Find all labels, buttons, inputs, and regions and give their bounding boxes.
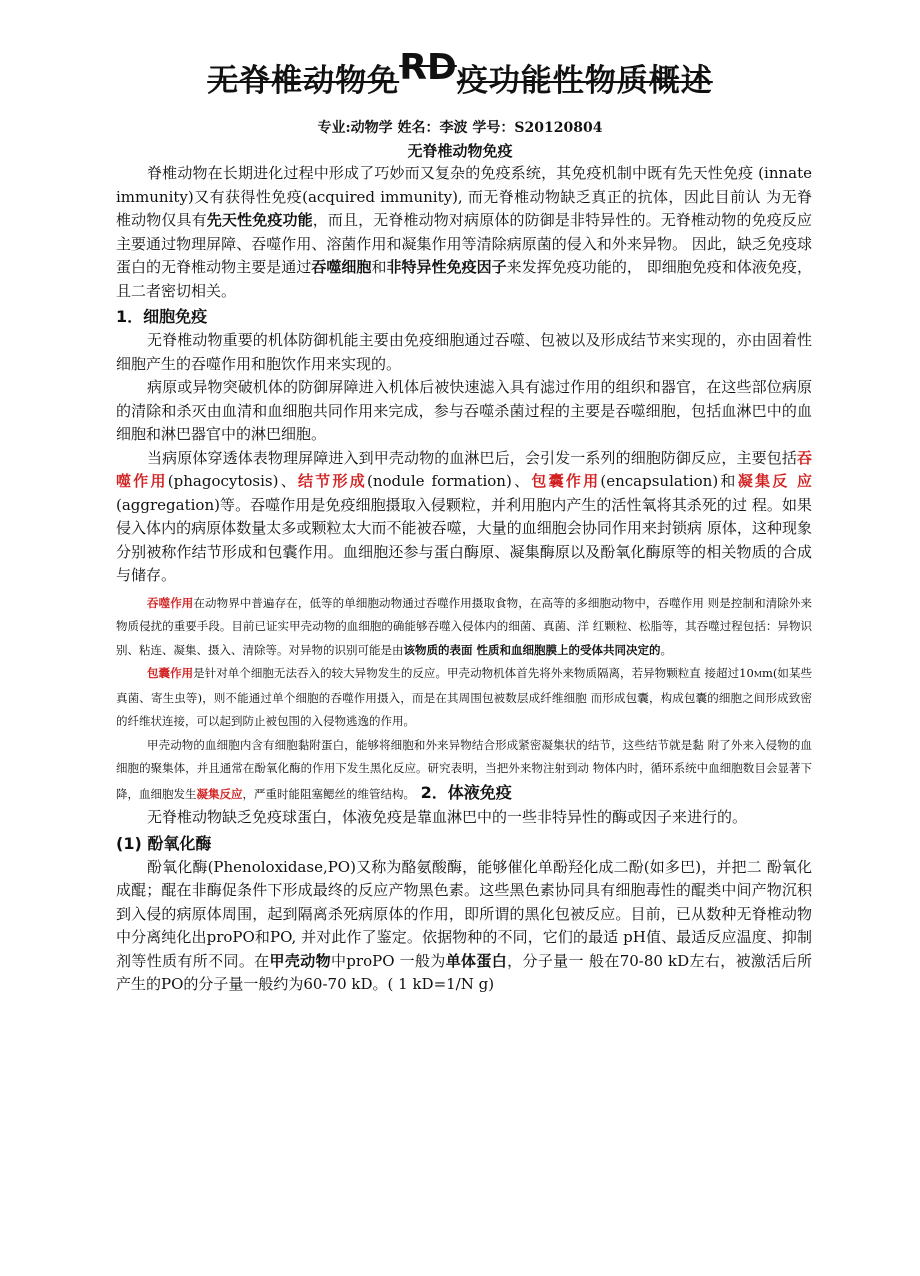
highlight-nodule-formation: 结节形成 bbox=[297, 472, 368, 490]
cellular-paragraph-3 bbox=[116, 447, 812, 588]
title-prefix: 无脊椎动物免 bbox=[207, 63, 400, 99]
highlight-aggregation-note: 凝集反应 bbox=[196, 786, 243, 801]
cellular-paragraph-1: 无脊椎动物重要的机体防御机能主要由免疫细胞通过吞噬、包被以及形成结节来实现的，亦由固着性细胞产生的吞噬作用和胞饮作用来实现的。 bbox=[116, 331, 812, 373]
intro-paragraph bbox=[116, 162, 812, 303]
emphasis-monomer-protein: 单体蛋白 bbox=[445, 951, 508, 970]
text-run: 。 bbox=[660, 642, 673, 657]
text-run: 甲壳动物的血细胞内含有细胞黏附蛋白，能够将细胞和外来异物结合形成紧密凝集状的结节，这些结节就是黏 附了外来入侵物的血细胞的聚集体，并且通常在酚氧化酶的作用下发生黑化反应。研究表明，当把外来物注射到动 物体内时，循环系统中血细胞数目会显著下降，血细胞发生 bbox=[116, 737, 812, 801]
text-run: 脊椎动物在长期进化过程中形成了巧妙而又复杂的免疫系统，其免疫机制中既有先天性免疫 (innate immunity)又有获得性免疫(acquired immunity), 而无脊椎动物缺乏真正的抗体，因此目前认 为无脊椎动物仅具有 bbox=[116, 164, 812, 229]
author-info: 专业:动物学 姓名：李波 学号：S20120804 bbox=[317, 120, 603, 136]
highlight-encapsulation-note: 包囊作用 bbox=[147, 666, 194, 680]
text-run: (phagocytosis)、 bbox=[167, 472, 298, 490]
emphasis-surface-receptor: 该物质的表面 性质和血细胞膜上的受体共同决定的 bbox=[403, 642, 661, 657]
text-run: (aggregation)等。吞噬作用是免疫细胞摄取入侵颗粒，并利用胞内产生的活性氧将其杀死的过 程。如果侵入体内的病原体数量太多或颗粒太大而不能被吞噬，大量的血细胞会协同作用来封锁病 原体，这种现象分别被称作结节形成和包囊作用。血细胞还参与蛋白酶原、凝集酶原以及酚氧化酶原等的相关物质的合成与储存。 bbox=[116, 495, 812, 584]
highlight-phagocytosis-note: 吞噬作用 bbox=[147, 595, 194, 610]
cellular-paragraph-2: 病原或异物突破机体的防御屏障进入机体后被快速滤入具有滤过作用的组织和器官，在这些部位病原的清除和杀灭由血清和血细胞共同作用来完成，参与吞噬杀菌过程的主要是吞噬细胞，包括血淋巴中的血细胞和淋巴器官中的淋巴细胞。 bbox=[116, 378, 812, 443]
text-run: (nodule formation)、 bbox=[367, 472, 532, 490]
emphasis-phagocyte: 吞噬细胞 bbox=[311, 258, 372, 276]
heading-humoral-immunity: 2．体液免疫 bbox=[415, 782, 512, 802]
emphasis-crustacean: 甲壳动物 bbox=[269, 951, 331, 970]
text-run: (encapsulation)和 bbox=[600, 472, 738, 490]
text-run: m(如某些真菌、寄生虫等)，则不能通过单个细胞的吞噬作用摄入，而是在其周围包被数层成纤维细胞 而形成包囊，构成包囊的细胞之间形成致密的纤维状连接，可以起到防止被包围的入侵物逃逸的作用。 bbox=[116, 666, 812, 728]
title-overlay-mark: RD bbox=[399, 47, 457, 88]
note-aggregation bbox=[116, 734, 812, 807]
text-run: 和 bbox=[371, 258, 387, 276]
document-body bbox=[116, 162, 812, 997]
text-run: ，严重时能阻塞鳃丝的维管结构。 bbox=[242, 786, 415, 801]
emphasis-innate-immunity: 先天性免疫功能 bbox=[206, 211, 313, 229]
text-run: 是针对单个细胞无法吞入的较大异物发生的反应。甲壳动物机体首先将外来物质隔离，若异物颗粒直 接超过10 bbox=[193, 666, 754, 680]
micro-unit-mark: M bbox=[753, 670, 762, 679]
section-subtitle: 无脊椎动物免疫 bbox=[407, 142, 513, 160]
heading-phenoloxidase: (1) 酚氧化酶 bbox=[116, 833, 212, 853]
highlight-encapsulation: 包囊作用 bbox=[531, 472, 601, 490]
text-run: 在动物界中普遍存在，低等的单细胞动物通过吞噬作用摄取食物，在高等的多细胞动物中，吞噬作用 则是控制和清除外来物质侵扰的重要手段。目前已证实甲壳动物的血细胞的确能够吞噬入侵体内的细菌、真菌、洋 红颗粒、松脂等，其吞噬过程包括：异物识别、粘连、凝集、摄入、清除等。对异物的识别可能是由 bbox=[116, 595, 813, 657]
text-run: ，而且，无脊椎动物对病原体的防御是非特异性的。无脊椎动物的免疫反应主要通过物理屏障、吞噬作用、溶菌作用和凝集作用等清除病原菌的侵入和外来异物。 因此，缺乏免疫球蛋白的无脊椎动物主要是通过 bbox=[116, 211, 812, 276]
title-suffix: 疫功能性物质概述 bbox=[456, 63, 713, 99]
highlight-aggregation: 凝集反 应 bbox=[737, 472, 812, 490]
document-title bbox=[0, 47, 920, 101]
emphasis-nonspecific-factor: 非特异性免疫因子 bbox=[386, 258, 507, 276]
note-phagocytosis bbox=[116, 592, 812, 663]
heading-cellular-immunity: 1．细胞免疫 bbox=[116, 307, 208, 326]
text-run: 来发挥免疫功能的， 即细胞免疫和体液免疫，且二者密切相关。 bbox=[116, 258, 812, 300]
note-encapsulation bbox=[116, 662, 812, 734]
humoral-paragraph-1: 无脊椎动物缺乏免疫球蛋白，体液免疫是靠血淋巴中的一些非特异性的酶或因子来进行的。 bbox=[147, 808, 748, 826]
text-run: ，分子量一 般在70-80 kD左右，被激活后所产生的PO的分子量一般约为60-70 kD。( 1 kD=1/N g) bbox=[116, 951, 812, 993]
phenoloxidase-paragraph bbox=[116, 856, 812, 997]
highlight-phagocytosis: 吞噬作用 bbox=[116, 448, 812, 490]
text-run: 酚氧化酶(Phenoloxidase,PO)又称为酪氨酸酶，能够催化单酚羟化成二酚(如多巴)，并把二 酚氧化成醌；醌在非酶促条件下形成最终的反应产物黑色素。这些黑色素协同具有细胞毒性的醌类中间产物沉积到入侵的病原体周围，起到隔离杀死病原体的作用，即所谓的黑化包被反应。目前，已从数种无脊椎动物中分离纯化出proPO和PO, 并对此作了鉴定。依据物种的不同，它们的最适 pH值、最适反应温度、抑制剂等性质有所不同。在 bbox=[116, 857, 812, 970]
text-run: 当病原体穿透体表物理屏障进入到甲壳动物的血淋巴后，会引发一系列的细胞防御反应，主要包括 bbox=[147, 448, 797, 467]
text-run: 中proPO 一般为 bbox=[330, 951, 446, 970]
